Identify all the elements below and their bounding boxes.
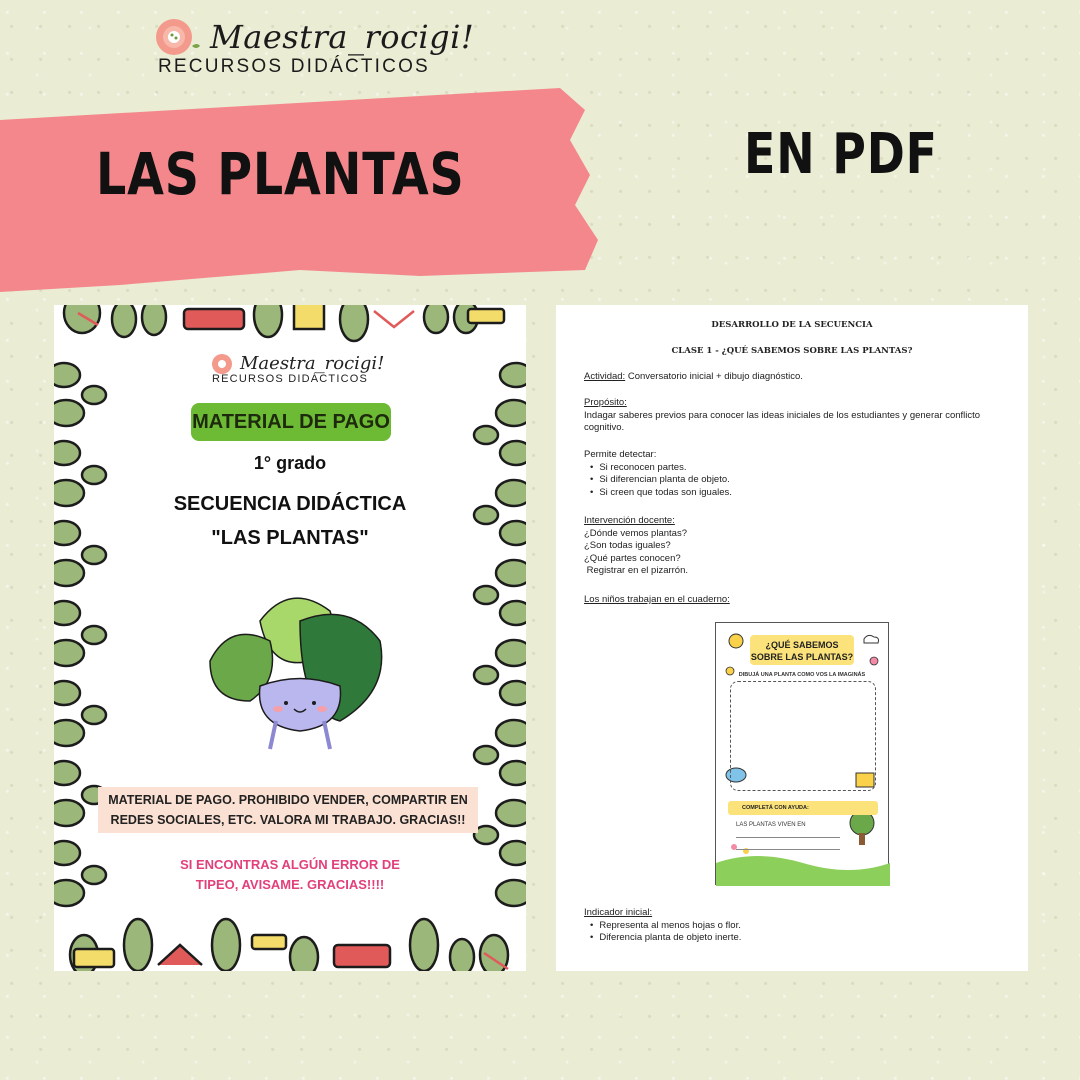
cover-page xyxy=(54,305,526,971)
worksheet-prompt: LAS PLANTAS VIVEN EN xyxy=(736,822,806,828)
class-title: CLASE 1 - ¿QUÉ SABEMOS SOBRE LAS PLANTAS? xyxy=(671,346,913,356)
activity-label: Actividad: xyxy=(584,371,626,382)
cover-brand-subtitle: RECURSOS DIDÁCTICOS xyxy=(212,373,369,385)
brand-subtitle: RECURSOS DIDÁCTICOS xyxy=(158,56,430,77)
list-item: • Representa al menos hojas o flor. xyxy=(590,920,1014,933)
answer-line xyxy=(736,849,840,850)
cover-brand-script: Maestra_rocigi! xyxy=(240,353,385,374)
teacher-line: ¿Son todas iguales? xyxy=(584,540,671,551)
sequence-label: SECUENCIA DIDÁCTICA xyxy=(173,493,407,515)
brand-logo xyxy=(152,14,475,77)
teacher-label: Intervención docente: xyxy=(584,515,675,526)
worksheet-title-box xyxy=(750,635,854,665)
topic-label: "LAS PLANTAS" xyxy=(211,527,369,549)
detect-label: Permite detectar: xyxy=(584,449,657,460)
activity-text: Conversatorio inicial + dibujo diagnóstico. xyxy=(625,371,803,382)
indicator-list xyxy=(584,920,1014,945)
indicator-block xyxy=(584,907,1014,945)
worksheet-thumbnail xyxy=(715,622,889,885)
drawing-area xyxy=(730,681,876,791)
typo-line-1: SI ENCONTRAS ALGÚN ERROR DE xyxy=(180,857,400,872)
teacher-line: ¿Qué partes conocen? xyxy=(584,552,681,564)
detect-block xyxy=(584,449,1014,499)
purpose-text: Indagar saberes previos para conocer las ideas iniciales de los estudiantes y generar conflicto cognitivo. xyxy=(584,409,981,433)
flower-icon xyxy=(152,16,200,58)
teacher-line: ¿Dónde vemos plantas? xyxy=(584,527,687,539)
answer-line xyxy=(736,837,840,838)
teacher-block xyxy=(584,515,1014,578)
detect-list xyxy=(584,462,1014,500)
typo-notice xyxy=(54,855,526,895)
document-page xyxy=(556,305,1028,971)
flower-icon xyxy=(210,353,238,375)
worksheet-help: COMPLETÁ CON AYUDA: xyxy=(728,801,878,815)
purpose-label: Propósito: xyxy=(584,397,627,408)
kids-label: Los niños trabajan en el cuaderno: xyxy=(584,594,730,605)
list-item: • Si creen que todas son iguales. xyxy=(590,487,1014,500)
teacher-line: Registrar en el pizarrón. xyxy=(584,565,689,576)
warning-notice: MATERIAL DE PAGO. PROHIBIDO VENDER, COMPARTIR EN REDES SOCIALES, ETC. VALORA MI TRABAJO. GRACIAS!! xyxy=(98,787,478,833)
paid-material-badge: MATERIAL DE PAGO xyxy=(191,403,391,441)
worksheet-title-1: ¿QUÉ SABEMOS xyxy=(765,640,839,650)
list-item: • Si reconocen partes. xyxy=(590,462,1014,475)
grade-label: 1° grado xyxy=(253,453,327,473)
page-title: LAS PLANTAS xyxy=(96,140,465,208)
list-item: • Si diferencian planta de objeto. xyxy=(590,474,1014,487)
doc-heading: DESARROLLO DE LA SECUENCIA xyxy=(711,320,873,330)
worksheet-instruction: DIBUJÁ UNA PLANTA COMO VOS LA IMAGINÁS xyxy=(738,672,866,678)
typo-line-2: TIPEO, AVISAME. GRACIAS!!!! xyxy=(195,877,385,892)
indicator-label: Indicador inicial: xyxy=(584,907,653,918)
format-label: EN PDF xyxy=(744,122,938,187)
cover-brand-logo xyxy=(206,353,406,393)
potted-plant-illustration xyxy=(200,581,400,761)
brand-script: Maestra_rocigi! xyxy=(210,18,475,56)
kids-block xyxy=(584,594,1014,607)
purpose-block xyxy=(584,397,1014,435)
activity-block xyxy=(584,371,1014,384)
worksheet-title-2: SOBRE LAS PLANTAS? xyxy=(750,652,854,662)
list-item: • Diferencia planta de objeto inerte. xyxy=(590,932,1014,945)
